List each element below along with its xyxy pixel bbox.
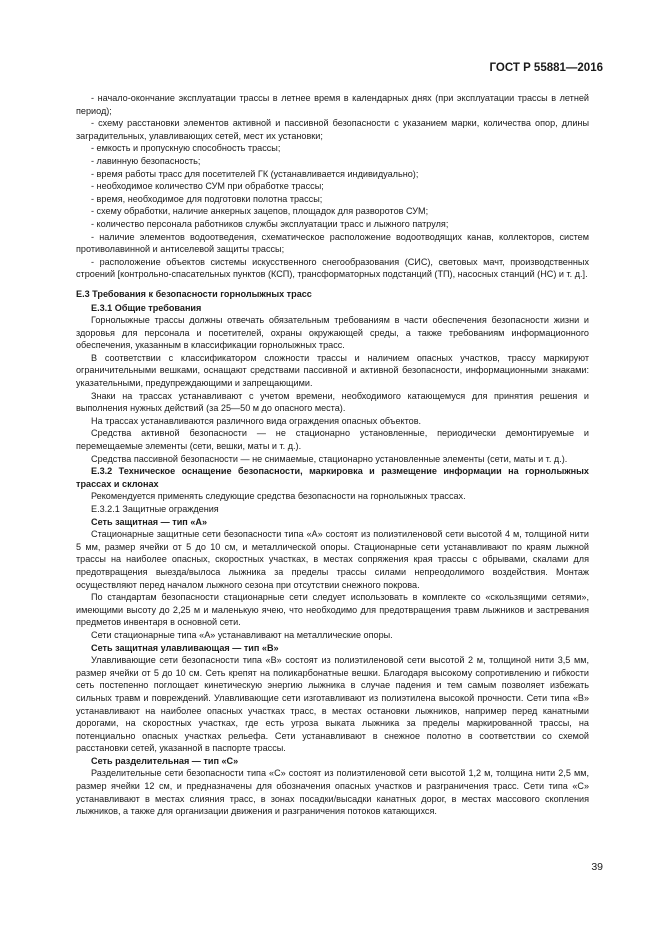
paragraph: Средства пассивной безопасности — не снимаемые, стационарно установленные элементы (сети, маты и т. д.).: [91, 453, 568, 464]
paragraph: Сети стационарные типа «А» устанавливают на металлические опоры.: [91, 629, 393, 640]
section-heading: Е.3 Требования к безопасности горнолыжных трасс: [76, 288, 312, 299]
net-type-b-title: Сеть защитная улавливающая — тип «В»: [91, 642, 279, 653]
document-body: [76, 92, 589, 818]
paragraph: Разделительные сети безопасности типа «С» состоят из полиэтиленовой сети высотой 1,2 м, толщина нити 2,5 мм, размер ячейки 12 см, и предназначены для обозначения опасных участков и разграничения трасс. Сети типа «С» устанавливают в местах слияния трасс, в зонах посадки/высадки канатных дорог, в местах массового скопления лыжников, а также для организации движения и разграничения потоков катающихся.: [76, 768, 589, 817]
paragraph: Средства активной безопасности — не стационарно установленные, периодически демонтируемые и перемещаемые элементы (сети, вешки, маты и т. д.).: [76, 428, 589, 452]
paragraph: На трассах устанавливаются различного вида ограждения опасных объектов.: [91, 415, 422, 426]
list-item: - емкость и пропускную способность трассы;: [91, 143, 281, 154]
paragraph: Рекомендуется применять следующие средства безопасности на горнолыжных трассах.: [91, 491, 466, 502]
list-item: - время работы трасс для посетителей ГК (устанавливается индивидуально);: [91, 168, 419, 179]
list-item: - схему расстановки элементов активной и пассивной безопасности с указанием марки, количества опор, длины заградительных, улавливающих сетей, мест их установки;: [76, 118, 589, 141]
subsection-heading: Е.3.2 Техническое оснащение безопасности, маркировка и размещение информации на горнолыжных трассах и склонах: [76, 466, 589, 489]
document-header: ГОСТ Р 55881—2016: [489, 62, 603, 74]
net-type-c-title: Сеть разделительная — тип «С»: [91, 755, 239, 766]
paragraph: Горнолыжные трассы должны отвечать обязательным требованиям в части обеспечения безопасности жизни и здоровья для персонала и посетителей, охраны окружающей среды, а также требованиям информационного обеспечения, указанным в классификации горнолыжных трасс.: [76, 315, 589, 351]
clause-heading: Е.3.2.1 Защитные ограждения: [91, 504, 219, 514]
list-item: - время, необходимое для подготовки полотна трассы;: [91, 193, 323, 204]
list-item: - расположение объектов системы искусственного снегообразования (СИС), световых мачт, производственных строений [контрольно-спасательных пунктов (КСП), трансформаторных подстанций (ТП), насосных станций (НС) и т. д.].: [76, 256, 589, 280]
list-item: - необходимое количество СУМ при обработке трассы;: [91, 181, 324, 192]
list-item: - начало-окончание эксплуатации трассы в летнее время в календарных днях (при эксплуатации трассы в летней период);: [76, 93, 589, 116]
paragraph: В соответствии с классификатором сложности трассы и наличием опасных участков, трассу маркируют ограничительными вешками, оснащают средствами пассивной и активной безопасности, информационными знаками: указательными, предупреждающими и запрещающими.: [76, 352, 589, 389]
paragraph: Улавливающие сети безопасности типа «В» состоят из полиэтиленовой сети высотой 2 м, толщиной нити 3,5 мм, размер ячейки от 5 до 10 см. Сеть крепят на поликарбонатные вешки. Благодаря высокому сопротивлению и гибкости сеть постепенно поглощает кинетическую энергию лыжника в случае падения и тем самым позволяет избежать сильных травм и повреждений. Улавливающие сети изготавливают из полиэтилена высокой прочности. Сети типа «В» устанавливают на наиболее опасных участках трасс, в местах остановки лыжников, например перед канатными дорогами, на скоростных участках, где есть угроза выката лыжника за пределы маркированной трассы, на потенциально опасных участках рельефа. Сети устанавливают в снежное полотно в соответствии со схемой расстановки сетей, указанной в паспорте трассы.: [76, 655, 589, 754]
paragraph: По стандартам безопасности стационарные сети следует использовать в комплекте со «скользящими сетями», имеющими высоту до 2,25 м и маленькую ячею, что необходимо для предотвращения травм лыжников и застревания предметов инвентаря в основной сети.: [76, 592, 589, 628]
subsection-heading: Е.3.1 Общие требования: [91, 302, 202, 313]
paragraph: Стационарные защитные сети безопасности типа «А» состоят из полиэтиленовой сети высотой 4 м, толщиной нити 5 мм, размер ячейки от 5 до 10 см, и металлической опоры. Стационарные сети устанавливают по краям лыжной трассы на наиболее опасных, скоростных участках, в местах сопряжения края трассы с обрывами, скалами для предотвращения выезда/вылоса лыжника за пределы трассы силами непреодолимого воздействия. Монтаж осуществляют перед началом лыжного сезона при отсутствии снежного покрова.: [76, 529, 589, 590]
list-item: - наличие элементов водоотведения, схематическое расположение водоотводящих канав, коллекторов, систем противолавинной и антиселевой защиты трассы;: [76, 231, 589, 255]
paragraph: Знаки на трассах устанавливают с учетом времени, необходимого катающемуся для принятия решения и выполнения нужных действий (за 25—50 м до опасного места).: [76, 390, 589, 414]
list-item: - лавинную безопасность;: [91, 155, 201, 166]
list-item: - схему обработки, наличие анкерных зацепов, площадок для разворотов СУМ;: [91, 206, 429, 217]
page-number: 39: [591, 861, 603, 873]
net-type-a-title: Сеть защитная — тип «А»: [91, 516, 207, 527]
list-item: - количество персонала работников службы эксплуатации трасс и лыжного патруля;: [91, 218, 449, 229]
